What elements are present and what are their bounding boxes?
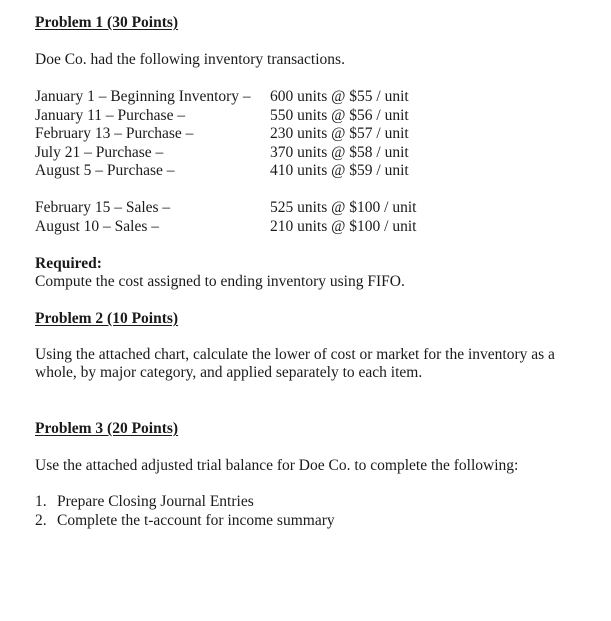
problem-3-steps bbox=[35, 493, 335, 531]
transaction-detail: 525 units @ $100 / unit bbox=[270, 199, 417, 216]
transaction-detail: 210 units @ $100 / unit bbox=[270, 217, 417, 235]
transaction-detail: 550 units @ $56 / unit bbox=[270, 106, 409, 124]
transaction-label: January 1 – Beginning Inventory – bbox=[35, 88, 251, 105]
required-label: Required: bbox=[35, 255, 102, 272]
transaction-row bbox=[35, 144, 409, 163]
transaction-label: July 21 – Purchase – bbox=[35, 143, 164, 161]
step-number: 2. bbox=[35, 512, 47, 529]
transaction-row bbox=[35, 88, 409, 107]
problem-2-text: Using the attached chart, calculate the lower of cost or market for the inventory as a whole, by major category, and applied separately to each item. bbox=[35, 346, 555, 381]
transaction-detail: 410 units @ $59 / unit bbox=[270, 162, 409, 180]
problem-3-heading: Problem 3 (20 Points) bbox=[35, 420, 179, 437]
transaction-label: January 11 – Purchase – bbox=[35, 106, 186, 124]
transaction-detail: 230 units @ $57 / unit bbox=[270, 125, 409, 143]
problem-3-text: Use the attached adjusted trial balance for Doe Co. to complete the following: bbox=[35, 457, 519, 474]
transaction-label: August 10 – Sales – bbox=[35, 217, 159, 235]
step-text: Complete the t-account for income summary bbox=[57, 512, 335, 529]
transaction-label: February 13 – Purchase – bbox=[35, 125, 194, 143]
step-number: 1. bbox=[35, 493, 47, 510]
step-text: Prepare Closing Journal Entries bbox=[57, 493, 254, 510]
problem-1-heading: Problem 1 (30 Points) bbox=[35, 14, 179, 31]
transaction-detail: 370 units @ $58 / unit bbox=[270, 143, 409, 161]
transaction-row bbox=[35, 125, 409, 144]
problem-2-heading: Problem 2 (10 Points) bbox=[35, 310, 179, 327]
transaction-row bbox=[35, 107, 409, 126]
purchase-transactions-table bbox=[35, 88, 409, 181]
transaction-detail: 600 units @ $55 / unit bbox=[270, 88, 409, 105]
transaction-label: February 15 – Sales – bbox=[35, 199, 171, 216]
transaction-row bbox=[35, 199, 416, 218]
transaction-label: August 5 – Purchase – bbox=[35, 162, 175, 180]
sales-transactions-table bbox=[35, 199, 416, 236]
transaction-row bbox=[35, 162, 409, 181]
transaction-row bbox=[35, 218, 416, 237]
list-item bbox=[35, 512, 335, 531]
required-text: Compute the cost assigned to ending inventory using FIFO. bbox=[35, 273, 405, 290]
list-item bbox=[35, 493, 335, 512]
problem-1-intro: Doe Co. had the following inventory transactions. bbox=[35, 51, 345, 68]
